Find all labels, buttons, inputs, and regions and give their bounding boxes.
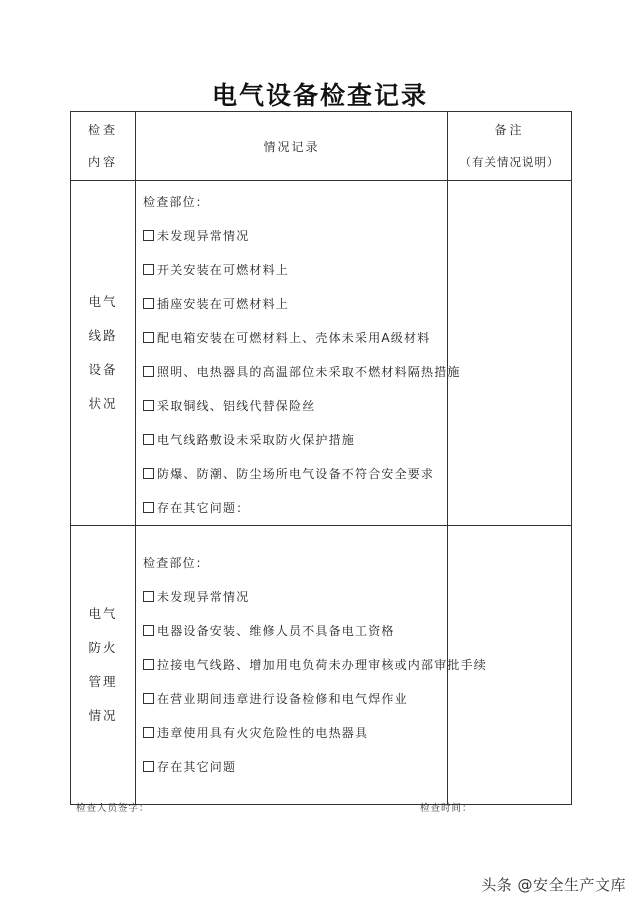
checkbox[interactable] [143, 693, 154, 704]
header-category-line: 检查 [87, 123, 118, 137]
inspection-table [70, 111, 572, 805]
checkbox[interactable] [143, 761, 154, 772]
checklist-item[interactable] [143, 287, 447, 321]
category-line: 电气 [88, 294, 118, 309]
checkbox[interactable] [143, 264, 154, 275]
checkbox[interactable] [143, 591, 154, 602]
category-line: 电气 [88, 606, 118, 621]
inspection-location-label: 检查部位： [143, 195, 210, 209]
checklist-item[interactable] [143, 457, 447, 491]
page-title: 电气设备检查记录 [211, 81, 428, 110]
checkbox[interactable] [143, 230, 154, 241]
section-fire-management [71, 526, 572, 805]
checkbox[interactable] [143, 400, 154, 411]
header-row [71, 112, 572, 181]
checkbox[interactable] [143, 727, 154, 738]
checklist-item-label: 未发现异常情况 [157, 229, 250, 243]
checklist-item-label: 存在其它问题： [157, 501, 250, 515]
checkbox[interactable] [143, 332, 154, 343]
checklist-item[interactable] [143, 580, 447, 614]
checklist-item-label: 未发现异常情况 [157, 590, 250, 604]
checklist-item-label: 插座安装在可燃材料上 [157, 297, 290, 311]
checklist-item-label: 电器设备安装、维修人员不具备电工资格 [157, 624, 395, 638]
header-category-line: 内容 [87, 155, 118, 169]
category-line: 线路 [88, 328, 118, 343]
section-note-cell[interactable] [448, 181, 572, 526]
checkbox[interactable] [143, 468, 154, 479]
section-items-cell [136, 181, 461, 526]
checklist-item-label: 存在其它问题 [157, 760, 237, 774]
checklist-item-label: 采取铜线、铝线代替保险丝 [157, 399, 316, 413]
checklist-item[interactable] [143, 682, 447, 716]
section-category-cell [71, 181, 136, 526]
checkbox[interactable] [143, 434, 154, 445]
checklist-item[interactable] [143, 614, 447, 648]
checklist-item-label: 电气线路敷设未采取防火保护措施 [157, 433, 356, 447]
checkbox[interactable] [143, 625, 154, 636]
checklist-item-label: 开关安装在可燃材料上 [157, 263, 290, 277]
checkbox[interactable] [143, 366, 154, 377]
inspection-location-label: 检查部位： [143, 556, 210, 570]
checklist-item[interactable] [143, 321, 447, 355]
checklist-item[interactable] [143, 491, 447, 525]
checklist-item[interactable] [143, 355, 461, 389]
checklist-item[interactable] [143, 219, 447, 253]
checkbox[interactable] [143, 298, 154, 309]
checklist-item[interactable] [143, 648, 488, 682]
section-category-cell [71, 526, 136, 805]
checklist-item[interactable] [143, 750, 447, 784]
category-line: 管理 [88, 674, 118, 689]
header-category-cell [71, 112, 136, 181]
checklist-item-label: 在营业期间违章进行设备检修和电气焊作业 [157, 692, 408, 706]
checklist-item[interactable] [143, 423, 447, 457]
header-note-cell [448, 112, 572, 181]
section-items-cell [136, 526, 488, 805]
checklist-item-label: 照明、电热器具的高温部位未采取不燃材料隔热措施 [157, 365, 461, 379]
checklist-item[interactable] [143, 253, 447, 287]
watermark: 头条 @安全生产文库 [481, 876, 626, 894]
section-electrical-lines [71, 181, 572, 526]
category-line: 防火 [88, 640, 118, 655]
checklist-item[interactable] [143, 389, 447, 423]
checklist-item-label: 拉接电气线路、增加用电负荷未办理审核或内部审批手续 [157, 658, 488, 672]
inspection-time-label: 检查时间： [420, 803, 473, 814]
checklist-item-label: 违章使用具有火灾危险性的电热器具 [157, 726, 369, 740]
checklist-item-label: 配电箱安装在可燃材料上、壳体未采用A级材料 [157, 331, 431, 345]
header-note-subtitle: （有关情况说明） [459, 155, 560, 169]
checkbox[interactable] [143, 502, 154, 513]
checklist-item-label: 防爆、防潮、防尘场所电气设备不符合安全要求 [157, 467, 435, 481]
header-record-cell: 情况记录 [136, 112, 448, 181]
checkbox[interactable] [143, 659, 154, 670]
header-note-title: 备注 [494, 123, 525, 137]
checklist-item[interactable] [143, 716, 447, 750]
inspector-signature-label: 检查人员签字： [76, 803, 150, 814]
category-line: 状况 [88, 396, 118, 411]
category-line: 设备 [88, 362, 118, 377]
category-line: 情况 [88, 708, 118, 723]
